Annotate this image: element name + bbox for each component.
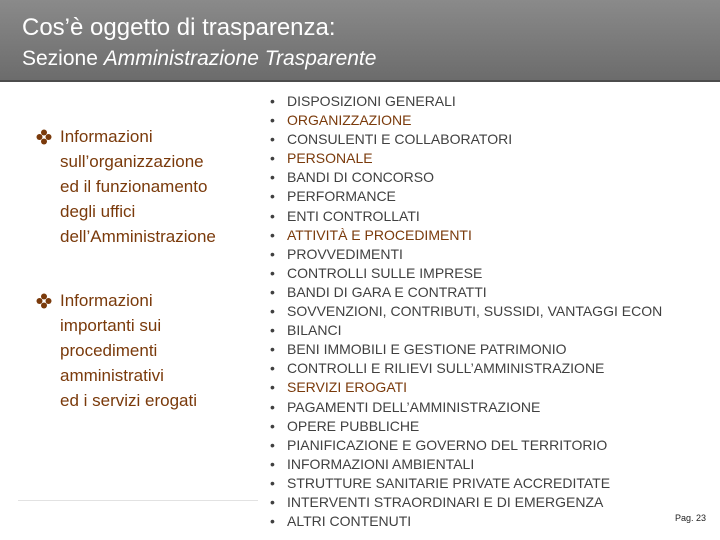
list-item (270, 455, 720, 474)
list-item (270, 398, 720, 417)
list-item-label: PERSONALE (287, 150, 373, 167)
list-item (270, 264, 720, 283)
list-item-label: ALTRI CONTENUTI (287, 513, 412, 530)
left-item-text: Informazioni importanti sui procedimenti amministrativi ed i servizi erogati (60, 291, 198, 410)
list-item (270, 111, 720, 130)
list-item (270, 512, 720, 531)
bullet-dot-icon: • (270, 436, 275, 453)
list-item (270, 321, 720, 340)
list-item-label: BENI IMMOBILI E GESTIONE PATRIMONIO (287, 341, 567, 358)
bullet-dot-icon: • (270, 360, 275, 377)
list-item (270, 340, 720, 359)
list-item-label: PIANIFICAZIONE E GOVERNO DEL TERRITORIO (287, 436, 608, 453)
bullet-dot-icon: • (270, 493, 275, 510)
list-item (270, 417, 720, 436)
subtitle-italic: Amministrazione Trasparente (103, 47, 377, 70)
bullet-dot-icon: • (270, 341, 275, 358)
list-item-label: PERFORMANCE (287, 188, 396, 205)
list-item-label: ENTI CONTROLLATI (287, 207, 420, 224)
list-item-label: BANDI DI CONCORSO (287, 169, 435, 186)
slide-title: Cos’è oggetto di trasparenza: (22, 14, 336, 41)
list-item (270, 187, 720, 206)
bullet-dot-icon: • (270, 245, 275, 262)
list-item (270, 168, 720, 187)
bullet-dot-icon: • (270, 264, 275, 281)
list-item-label: BANDI DI GARA E CONTRATTI (287, 283, 487, 300)
bullet-dot-icon: • (270, 131, 275, 148)
bullet-dot-icon: • (270, 417, 275, 434)
left-item-text: Informazioni sull’organizzazione ed il funzionamento degli uffici dell’Amministrazione (60, 127, 216, 246)
list-item (270, 226, 720, 245)
bullet-dot-icon: • (270, 226, 275, 243)
divider-line (18, 500, 258, 501)
bullet-dot-icon: • (270, 169, 275, 186)
list-item-label: ORGANIZZAZIONE (287, 112, 412, 129)
page-number: Pag. 23 (674, 513, 706, 523)
list-item (270, 493, 720, 512)
list-item (270, 207, 720, 226)
bullet-dot-icon: • (270, 207, 275, 224)
bullet-dot-icon: • (270, 322, 275, 339)
list-item-label: CONSULENTI E COLLABORATORI (287, 131, 513, 148)
list-item-label: INFORMAZIONI AMBIENTALI (287, 455, 475, 472)
bullet-dot-icon: • (270, 283, 275, 300)
list-item (270, 359, 720, 378)
bullet-dot-icon: • (270, 112, 275, 129)
list-item (270, 436, 720, 455)
list-item (270, 245, 720, 264)
bullet-dot-icon: • (270, 188, 275, 205)
subtitle-prefix: Sezione (22, 47, 104, 70)
list-item (270, 474, 720, 493)
list-item-label: PROVVEDIMENTI (287, 245, 403, 262)
list-item (270, 378, 720, 397)
bullet-dot-icon: • (270, 379, 275, 396)
list-item (270, 130, 720, 149)
slide-header (0, 0, 720, 82)
section-list (270, 92, 720, 531)
diamond-bullet-icon (36, 288, 56, 313)
bullet-dot-icon: • (270, 398, 275, 415)
slide-subtitle (22, 46, 376, 72)
list-item-label: SOVVENZIONI, CONTRIBUTI, SUSSIDI, VANTAGGI ECON (287, 303, 663, 320)
list-item-label: DISPOSIZIONI GENERALI (287, 93, 456, 109)
list-item (270, 149, 720, 168)
bullet-dot-icon: • (270, 93, 275, 109)
list-item-label: STRUTTURE SANITARIE PRIVATE ACCREDITATE (287, 474, 611, 491)
list-item-label: ATTIVITÀ E PROCEDIMENTI (287, 226, 472, 243)
bullet-dot-icon: • (270, 474, 275, 491)
list-item-label: BILANCI (287, 322, 342, 339)
list-item (270, 302, 720, 321)
bullet-dot-icon: • (270, 513, 275, 530)
list-item-label: INTERVENTI STRAORDINARI E DI EMERGENZA (287, 493, 604, 510)
list-item-label: CONTROLLI E RILIEVI SULL’AMMINISTRAZIONE (287, 360, 605, 377)
list-item-label: SERVIZI EROGATI (287, 379, 408, 396)
list-item (270, 92, 720, 111)
bullet-dot-icon: • (270, 303, 275, 320)
bullet-dot-icon: • (270, 455, 275, 472)
list-item-label: CONTROLLI SULLE IMPRESE (287, 264, 483, 281)
list-item (270, 283, 720, 302)
list-item-label: PAGAMENTI DELL’AMMINISTRAZIONE (287, 398, 541, 415)
bullet-dot-icon: • (270, 150, 275, 167)
diamond-bullet-icon (36, 124, 56, 149)
list-item-label: OPERE PUBBLICHE (287, 417, 420, 434)
